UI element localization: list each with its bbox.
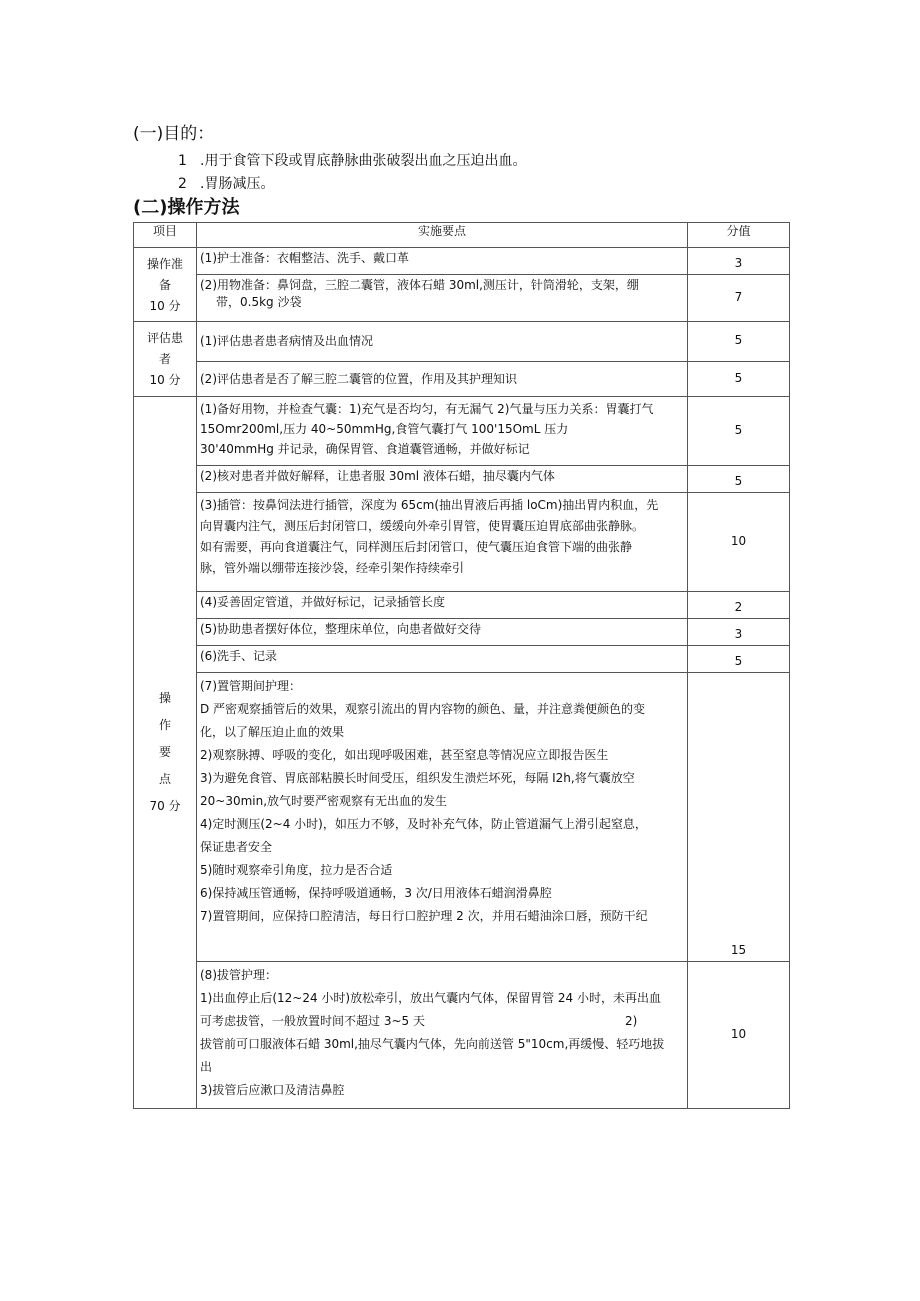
purpose-item-text: .胃肠减压。: [200, 176, 275, 192]
scoring-table: [133, 222, 790, 1109]
table-row: [134, 322, 790, 362]
points-cell: [197, 466, 688, 493]
points-line: (5)协助患者摆好体位，整理床单位，向患者做好交待: [200, 622, 482, 636]
category-assess: [134, 322, 197, 397]
points-cell: [197, 592, 688, 619]
points-cell: [197, 619, 688, 646]
table-row: [134, 397, 790, 466]
table-header-row: [134, 223, 790, 248]
score-cell: 5: [688, 362, 790, 397]
table-row: [134, 962, 790, 1109]
points-line: 2)观察脉搏、呼吸的变化，如出现呼吸困难，甚至窒息等情况应立即报告医生: [200, 748, 609, 762]
score-cell: 5: [688, 466, 790, 493]
points-cell: [197, 646, 688, 673]
points-line: 6)保持减压管通畅，保持呼吸道通畅，3 次/日用液体石蜡润滑鼻腔: [200, 886, 552, 900]
table-row: [134, 673, 790, 962]
points-line: D 严密观察插管后的效果，观察引流出的胃内容物的颜色、量，并注意粪便颜色的变: [200, 702, 646, 716]
points-line-text: 可考虑拔管，一般放置时间不超过 3~5 天: [200, 1014, 425, 1028]
points-line: 15Omr200ml,压力 40~50mmHg,食管气囊打气 100'15OmL 压力: [200, 422, 569, 436]
points-cell: [197, 362, 688, 397]
points-cell: [197, 322, 688, 362]
score-cell: 15: [688, 673, 790, 962]
category-line: 点: [158, 772, 171, 786]
table-row: [134, 275, 790, 322]
category-line: 评估患: [146, 331, 183, 345]
score-cell: 3: [688, 619, 790, 646]
score-cell: 7: [688, 275, 790, 322]
header-points: 实施要点: [197, 223, 688, 248]
points-line: 5)随时观察牵引角度，拉力是否合适: [200, 863, 393, 877]
points-line: 1)出血停止后(12~24 小时)放松牵引，放出气囊内气体，保留胃管 24 小时，未再出血: [200, 991, 661, 1005]
points-line: [200, 1010, 684, 1033]
score-cell: 2: [688, 592, 790, 619]
category-line: 操作准: [146, 257, 183, 271]
points-line: 20~30min,放气时要严密观察有无出血的发生: [200, 794, 448, 808]
score-cell: 5: [688, 646, 790, 673]
table-row: [134, 466, 790, 493]
points-line: (8)拔管护理：: [200, 968, 277, 982]
points-inline-tail: 2): [624, 1014, 638, 1028]
score-cell: 5: [688, 322, 790, 362]
points-line: (2)用物准备：鼻饲盘，三腔二囊管，液体石蜡 30ml,测压计，针筒滑轮，支架，绷: [200, 278, 639, 292]
score-cell: 10: [688, 962, 790, 1109]
points-line: 拔管前可口服液体石蜡 30ml,抽尽气囊内气体，先向前送管 5"10cm,再缓慢、轻巧地拔: [200, 1037, 665, 1051]
table-row: [134, 592, 790, 619]
category-line: 备: [158, 278, 171, 292]
points-line: 向胃囊内注气，测压后封闭管口，缓缓向外牵引胃管，使胃囊压迫胃底部曲张静脉。: [200, 519, 645, 533]
table-row: [134, 493, 790, 592]
points-cell: [197, 962, 688, 1109]
points-line: 4)定时测压(2~4 小时)，如压力不够，及时补充气体，防止管道漏气上滑引起窒息，: [200, 817, 647, 831]
table-row: [134, 248, 790, 275]
method-heading: (二)操作方法: [133, 197, 240, 218]
points-line: (3)插管：按鼻饲法进行插管，深度为 65cm(抽出胃液后再插 loCm)抽出胃内积血，先: [200, 498, 659, 512]
points-line: 带，0.5kg 沙袋: [216, 295, 302, 309]
points-line: 如有需要，再向食道囊注气，同样测压后封闭管口，使气囊压迫食管下端的曲张静: [200, 540, 633, 554]
points-line: (1)评估患者患者病情及出血情况: [200, 334, 373, 348]
points-line: (1)备好用物，并检查气囊：1)充气是否均匀，有无漏气 2)气量与压力关系：胃囊打气: [200, 402, 654, 416]
points-cell: [197, 397, 688, 466]
points-line: (4)妥善固定管道，并做好标记，记录插管长度: [200, 595, 445, 609]
category-ops: [134, 397, 197, 1109]
header-score: 分值: [688, 223, 790, 248]
category-line: 10 分: [149, 299, 181, 313]
points-line: 出: [200, 1060, 213, 1074]
score-cell: 5: [688, 397, 790, 466]
table-row: [134, 619, 790, 646]
category-line: 者: [158, 352, 171, 366]
score-cell: 3: [688, 248, 790, 275]
points-cell: [197, 493, 688, 592]
category-line: 操: [158, 691, 171, 705]
category-line: 10 分: [149, 373, 181, 387]
points-line: (1)护士准备：衣帽整洁、洗手、戴口革: [200, 251, 409, 265]
purpose-item-text: .用于食管下段或胃底静脉曲张破裂出血之压迫出血。: [200, 153, 527, 169]
points-line: 保证患者安全: [200, 840, 273, 854]
points-cell: [197, 673, 688, 962]
points-line: 化，以了解压迫止血的效果: [200, 725, 345, 739]
category-line: 70 分: [149, 799, 181, 813]
purpose-item-number: 1: [178, 153, 187, 169]
table-row: [134, 646, 790, 673]
points-line: (6)洗手、记录: [200, 649, 277, 663]
category-line: 作: [158, 718, 171, 732]
header-item: 项目: [134, 223, 197, 248]
points-line: (2)核对患者并做好解释，让患者服 30ml 液体石蜡，抽尽囊内气体: [200, 469, 555, 483]
points-cell: [197, 275, 688, 322]
points-line: 脉，管外端以绷带连接沙袋，经牵引架作持续牵引: [200, 561, 465, 575]
points-line: 3)拔管后应漱口及清洁鼻腔: [200, 1083, 345, 1097]
points-line: 30'40mmHg 并记录，确保胃管、食道囊管通畅，并做好标记: [200, 442, 530, 456]
purpose-heading: (一)目的：: [133, 124, 215, 144]
purpose-item-2: [178, 175, 274, 193]
score-cell: 10: [688, 493, 790, 592]
category-prep: [134, 248, 197, 322]
table-row: [134, 362, 790, 397]
points-line: (2)评估患者是否了解三腔二囊管的位置，作用及其护理知识: [200, 371, 518, 386]
points-line: 7)置管期间，应保持口腔清洁，每日行口腔护理 2 次，并用石蜡油涂口唇，预防干纪: [200, 909, 648, 923]
points-line: 3)为避免食管、胃底部粘膜长时间受压，组织发生溃烂坏死，每隔 I2h,将气囊放空: [200, 771, 635, 785]
category-line: 要: [158, 745, 171, 759]
purpose-item-1: [178, 152, 526, 170]
points-cell: [197, 248, 688, 275]
purpose-item-number: 2: [178, 176, 187, 192]
points-line: (7)置管期间护理：: [200, 679, 301, 693]
